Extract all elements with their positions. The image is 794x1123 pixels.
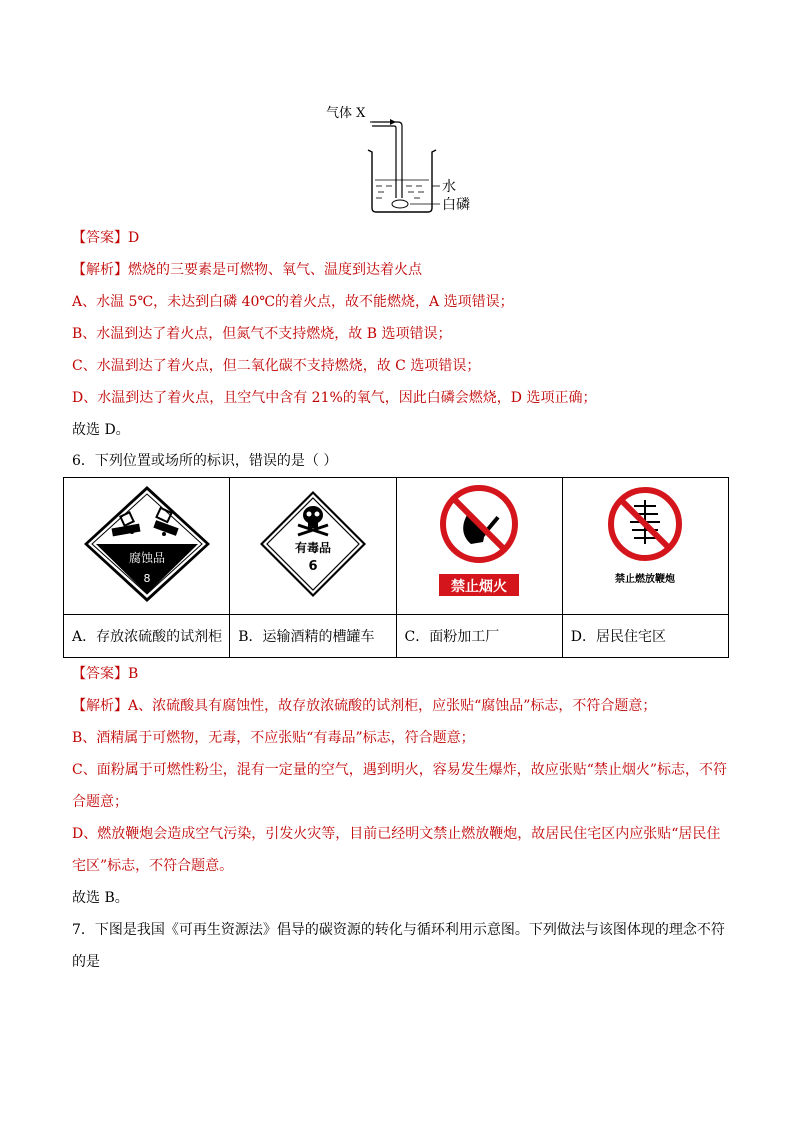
q5-analysis-a: A、水温 5℃，未达到白磷 40℃的着火点，故不能燃烧，A 选项错误； — [72, 294, 514, 310]
q5-answer: 【答案】D — [72, 230, 140, 246]
q6-analysis-d1: D、燃放鞭炮会造成空气污染，引发火灾等，目前已经明文禁止燃放鞭炮，故居民住宅区内应张贴“居民住 — [72, 826, 721, 842]
q6-analysis-d2: 宅区”标志，不符合题意。 — [72, 858, 234, 874]
q6-analysis-c1: C、面粉属于可燃性粉尘，混有一定量的空气，遇到明火，容易发生爆炸，故应张贴“禁止烟火”标志，不符 — [72, 762, 728, 778]
no-firecracker-sign-icon — [590, 484, 700, 604]
option-b-caption: B．运输酒精的槽罐车 — [230, 615, 396, 658]
svg-text:腐蚀品: 腐蚀品 — [128, 551, 165, 565]
q5-analysis-b: B、水温到达了着火点，但氮气不支持燃烧，故 B 选项错误； — [72, 326, 452, 342]
option-a-caption: A．存放浓硫酸的试剂柜 — [64, 615, 230, 658]
svg-text:禁止烟火: 禁止烟火 — [451, 579, 508, 595]
svg-text:8: 8 — [143, 572, 151, 585]
q6-answer: 【答案】B — [72, 666, 139, 682]
option-c-caption: C．面粉加工厂 — [396, 615, 562, 658]
sign-cell-b — [230, 478, 396, 615]
inlet-tube — [372, 122, 402, 198]
sign-cell-c — [396, 478, 562, 615]
option-d-caption: D．居民住宅区 — [562, 615, 728, 658]
q6-analysis-b: B、酒精属于可燃物，无毒，不应张贴“有毒品”标志，符合题意； — [72, 730, 475, 746]
q5-analysis: 【解析】燃烧的三要素是可燃物、氧气、温度到达着火点 — [72, 262, 422, 278]
water-label: 水 — [442, 179, 456, 195]
q7-stem-line2: 的是 — [72, 954, 100, 970]
q7-stem-line1: 7．下图是我国《可再生资源法》倡导的碳资源的转化与循环利用示意图。下列做法与该图体现的理念不符 — [72, 922, 725, 938]
q5-analysis-d: D、水温到达了着火点，且空气中含有 21%的氧气，因此白磷会燃烧，D 选项正确； — [72, 390, 597, 406]
white-phosphorus — [392, 200, 408, 208]
corrosive-sign-icon — [82, 484, 212, 604]
phosphorus-label: 白磷 — [442, 197, 470, 213]
q6-analysis-a: 【解析】A、浓硫酸具有腐蚀性，故存放浓硫酸的试剂柜，应张贴“腐蚀品”标志，不符合题意； — [72, 698, 657, 714]
q6-stem: 6．下列位置或场所的标识，错误的是（ ） — [72, 453, 338, 469]
svg-text:有毒品: 有毒品 — [294, 541, 331, 555]
q5-conclusion: 故选 D。 — [72, 422, 130, 438]
no-fire-sign-icon — [429, 484, 529, 604]
q6-analysis-c2: 合题意； — [72, 794, 128, 810]
q5-analysis-c: C、水温到达了着火点，但二氧化碳不支持燃烧，故 C 选项错误； — [72, 358, 481, 374]
gas-x-label: 气体 X — [326, 106, 366, 121]
q6-sign-table — [63, 477, 729, 658]
sign-cell-a — [64, 478, 230, 615]
toxic-sign-icon — [258, 489, 368, 599]
beaker-apparatus-figure — [320, 100, 480, 220]
svg-text:禁止燃放鞭炮: 禁止燃放鞭炮 — [615, 574, 676, 585]
sign-cell-d — [562, 478, 728, 615]
svg-text:6: 6 — [308, 559, 318, 574]
q6-conclusion: 故选 B。 — [72, 890, 129, 906]
